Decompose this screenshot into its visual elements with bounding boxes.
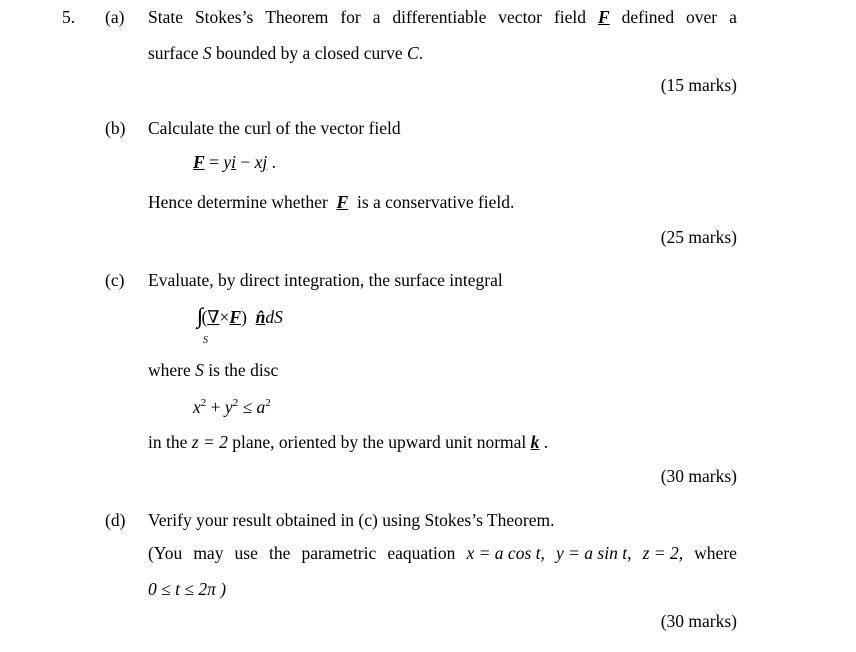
b-line3-text: Hence determine whether bbox=[148, 192, 328, 212]
a-word: Theorem bbox=[265, 7, 329, 27]
a-word: vector bbox=[498, 7, 543, 27]
d-word: parametric bbox=[301, 543, 377, 563]
area-element-dS: dS bbox=[265, 307, 283, 327]
a-word: a bbox=[729, 7, 737, 27]
b-line3-text: is a conservative field. bbox=[356, 192, 515, 212]
minus-sign: − bbox=[235, 152, 255, 172]
a-word: field bbox=[553, 7, 587, 27]
part-c-marks: (30 marks) bbox=[660, 466, 737, 486]
a-line2-text: bounded by a closed curve bbox=[216, 43, 403, 63]
plane-equation: z = 2 bbox=[191, 432, 228, 452]
part-c-where bbox=[148, 362, 278, 380]
var-y: y bbox=[224, 397, 233, 417]
vector-F: F bbox=[597, 7, 610, 27]
d-word: the bbox=[268, 543, 291, 563]
unit-j: j bbox=[262, 152, 268, 172]
part-c-plane bbox=[148, 434, 548, 452]
var-x: x bbox=[254, 152, 263, 172]
d-word: may bbox=[193, 543, 224, 563]
leq-sign: ≤ bbox=[238, 397, 257, 417]
exponent-2: 2 bbox=[265, 397, 271, 409]
unit-i: i bbox=[231, 152, 236, 172]
vector-field-equation bbox=[193, 154, 276, 172]
a-word: defined bbox=[621, 7, 675, 27]
a-line2-text: surface bbox=[148, 43, 199, 63]
param-x: x = a cos t, bbox=[466, 543, 545, 563]
paren-close: ) bbox=[241, 307, 247, 327]
a-word: over bbox=[686, 7, 718, 27]
a-line2-end: . bbox=[418, 43, 424, 63]
vector-F: F bbox=[336, 192, 349, 212]
part-c-line1: Evaluate, by direct integration, the surface integral bbox=[148, 270, 503, 290]
part-c-label: (c) bbox=[105, 270, 125, 290]
part-d-line1: Verify your result obtained in (c) using Stokes’s Theorem. bbox=[148, 510, 555, 530]
a-word: State bbox=[148, 7, 183, 27]
a-word: a bbox=[372, 7, 381, 27]
surface-S: S bbox=[195, 360, 204, 380]
param-y: y = a sin t, bbox=[555, 543, 632, 563]
unit-normal-n: n̂ bbox=[255, 307, 266, 327]
d-word: where bbox=[694, 543, 737, 563]
surface-S: S bbox=[202, 43, 212, 63]
a-word: differentiable bbox=[392, 7, 487, 27]
exponent-2: 2 bbox=[200, 397, 207, 409]
part-a-line1 bbox=[148, 9, 737, 27]
var-a: a bbox=[256, 397, 266, 417]
unit-k: k bbox=[530, 432, 540, 452]
parameter-range: 0 ≤ t ≤ 2π ) bbox=[148, 579, 227, 599]
surface-integral bbox=[197, 305, 283, 327]
d-word: (You bbox=[148, 543, 183, 563]
a-word: for bbox=[340, 7, 361, 27]
d-word: use bbox=[234, 543, 258, 563]
vector-F: F bbox=[193, 152, 205, 172]
part-b-marks: (25 marks) bbox=[660, 227, 737, 247]
part-b-label: (b) bbox=[105, 118, 126, 138]
var-y: y bbox=[223, 152, 232, 172]
c-plane-text: plane, oriented by the upward unit normal bbox=[232, 432, 527, 452]
part-a-marks: (15 marks) bbox=[660, 75, 737, 95]
period: . bbox=[267, 152, 276, 172]
disc-inequality bbox=[193, 398, 271, 417]
c-where-text: is the disc bbox=[208, 360, 279, 380]
part-b-line3 bbox=[148, 194, 514, 212]
plus-sign: + bbox=[206, 397, 225, 417]
part-a-label: (a) bbox=[105, 7, 125, 27]
equals-sign: = bbox=[204, 152, 224, 172]
curve-C: C bbox=[407, 43, 419, 63]
paren-open: ( bbox=[201, 307, 208, 327]
period: . bbox=[543, 432, 549, 452]
d-word: eaquation bbox=[387, 543, 456, 563]
nabla-operator: ∇ bbox=[207, 307, 220, 327]
param-z: z = 2, bbox=[642, 543, 684, 563]
part-d-label: (d) bbox=[105, 510, 126, 530]
part-b-line1: Calculate the curl of the vector field bbox=[148, 118, 401, 138]
exponent-2: 2 bbox=[232, 397, 239, 409]
a-word: Stokes’s bbox=[194, 7, 254, 27]
var-x: x bbox=[193, 397, 201, 417]
c-where-text: where bbox=[148, 360, 191, 380]
vector-F: F bbox=[229, 307, 242, 327]
part-a-line2 bbox=[148, 45, 423, 63]
c-plane-text: in the bbox=[148, 432, 188, 452]
integral-subscript-S: S bbox=[203, 335, 208, 346]
cross-symbol: × bbox=[219, 307, 230, 327]
question-number: 5. bbox=[62, 7, 76, 27]
part-d-line2 bbox=[148, 545, 737, 563]
part-d-marks: (30 marks) bbox=[660, 611, 737, 631]
